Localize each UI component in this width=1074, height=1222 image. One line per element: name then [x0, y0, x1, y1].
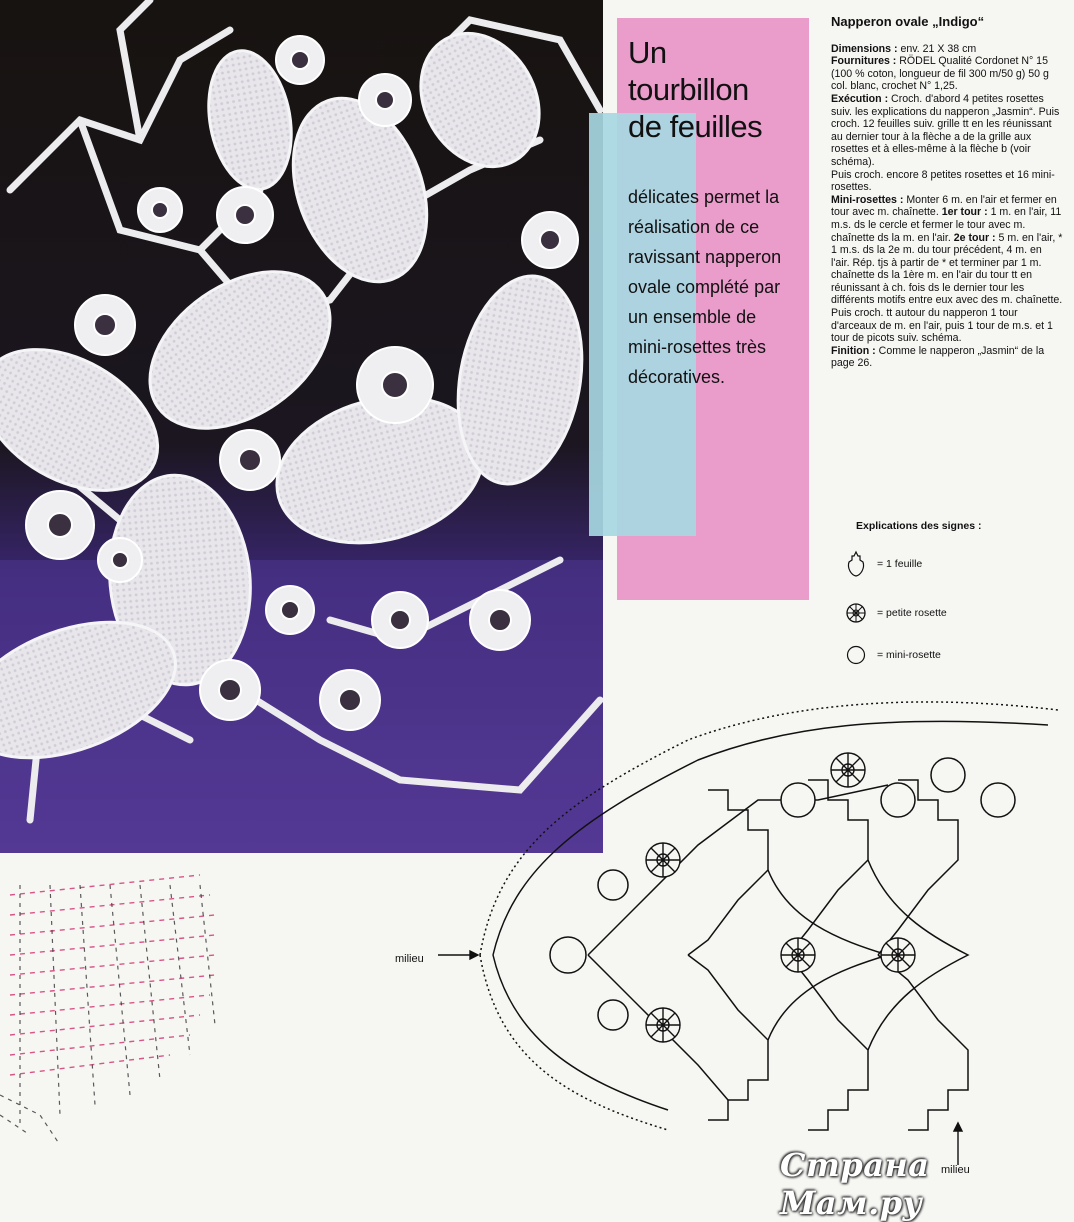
- tour-2-text: 5 m. en l'air, * 1 m.s. ds la 2e m. du tour précédent, 4 m. en l'air. Rép. tjs à partir de * et terminer par 1 m. chaînette ds la 1ère m. en l'air du tour tt en réunissant à ch. fois ds le dernier tour les différents motifs entre eux avec des m. chaînette.: [831, 231, 1063, 307]
- mini-rosettes-label: Mini-rosettes :: [831, 193, 904, 206]
- mini-rosette-icon: [881, 783, 915, 817]
- lead-line: ovale complété par: [628, 277, 781, 297]
- execution-paragraph: [831, 93, 1063, 169]
- headline-line-3: de feuilles: [628, 109, 763, 144]
- border-paragraph: Puis croch. tt autour du napperon 1 tour d'arceaux de m. en l'air, puis 1 tour de m.s. et 1 tour de picots suiv. schéma.: [831, 307, 1053, 345]
- leaf-outline: [788, 955, 868, 1130]
- dimensions-paragraph: [831, 43, 1063, 56]
- legend-item-rosette: [845, 602, 947, 624]
- crochet-diagram: [368, 670, 1068, 1170]
- instructions-column: [831, 16, 1063, 370]
- legend-item-mini-rosette: [845, 644, 941, 666]
- instructions-title: Napperon ovale „Indigo“: [831, 14, 985, 29]
- rosette-icon: [646, 1008, 680, 1042]
- mini-rosette-icon: [845, 644, 867, 666]
- legend-title: Explications des signes :: [856, 520, 982, 532]
- diagram-outer-border-lower: [480, 955, 668, 1130]
- mini-rosette-icon: [598, 1000, 628, 1030]
- rosette-icon: [881, 938, 915, 972]
- lead-line: un ensemble de: [628, 307, 757, 327]
- diagram-outer-border: [480, 702, 1058, 955]
- mini-rosette-icon: [598, 870, 628, 900]
- leaf-icon: [845, 550, 867, 578]
- finition-paragraph: [831, 345, 1063, 370]
- mini-rosettes-paragraph: [831, 194, 1063, 307]
- rosette-icon: [831, 753, 865, 787]
- dimensions-label: Dimensions :: [831, 42, 898, 55]
- fournitures-text: RÖDEL Qualité Cordonet N° 15 (100 % coton, longueur de fil 300 m/50 g) 50 g col. blanc, crochet N° 1,25.: [831, 55, 1049, 93]
- lead-line: réalisation de ce: [628, 217, 760, 237]
- execution-label: Exécution :: [831, 92, 889, 105]
- lead-line: ravissant napperon: [628, 247, 782, 267]
- lead-paragraph: [628, 182, 810, 392]
- rosette-icon: [646, 843, 680, 877]
- milieu-label-bottom: milieu: [941, 1164, 970, 1176]
- mini-rosettes-text: Monter 6 m. en l'air et fermer en tour avec m. chaînette.: [831, 193, 1057, 219]
- fournitures-paragraph: [831, 55, 1063, 93]
- mini-rosette-icon: [781, 783, 815, 817]
- headline-line-1: Un: [628, 35, 667, 70]
- legend-label: = petite rosette: [877, 607, 947, 619]
- tour-2-label: 2e tour :: [953, 231, 996, 244]
- dimensions-text: env. 21 X 38 cm: [897, 42, 977, 55]
- rosette-icon: [781, 938, 815, 972]
- headline: [628, 34, 808, 145]
- leaf-outline: [688, 790, 768, 955]
- tour-1-text: 1 m. en l'air, 11 m.s. ds le cercle et fermer le tour avec m. chaînette ds la m. en l'air.: [831, 206, 1062, 244]
- lead-line: délicates permet la: [628, 187, 780, 207]
- lead-line: décoratives.: [628, 367, 726, 387]
- legend-item-leaf: [845, 550, 922, 578]
- milieu-label-left: milieu: [395, 953, 424, 965]
- diagram-inner-border: [493, 721, 1048, 955]
- lead-line: mini-rosettes très: [628, 337, 767, 357]
- mini-rosette-icon: [550, 937, 586, 973]
- diagram-inner-border-lower: [493, 955, 668, 1110]
- watermark-logo: Страна Мам.ру: [780, 1146, 930, 1222]
- legend-label: = mini-rosette: [877, 649, 941, 661]
- tour-1-label: 1er tour :: [941, 206, 988, 219]
- mini-rosette-icon: [981, 783, 1015, 817]
- rosette-icon: [845, 602, 867, 624]
- finition-text: Comme le napperon „Jasmin“ de la page 26.: [831, 344, 1045, 370]
- legend-label: = 1 feuille: [877, 558, 923, 570]
- mini-rosette-icon: [931, 758, 965, 792]
- headline-line-2: tourbillon: [628, 72, 749, 107]
- fournitures-label: Fournitures :: [831, 55, 897, 68]
- leaf-grid-diagram: [0, 855, 240, 1145]
- finition-label: Finition :: [831, 344, 876, 357]
- leaf-outline: [688, 955, 768, 1120]
- execution-text: Croch. d'abord 4 petites rosettes suiv. les explications du napperon „Jasmin“. Puis croch. 12 feuilles suiv. grille tt en les réunissant au dernier tour à la flèche a de la grille aux rosettes et à elles-même à la flèche b (voir schéma).: [831, 92, 1060, 168]
- execution-paragraph-2: Puis croch. encore 8 petites rosettes et 16 mini-rosettes.: [831, 168, 1055, 194]
